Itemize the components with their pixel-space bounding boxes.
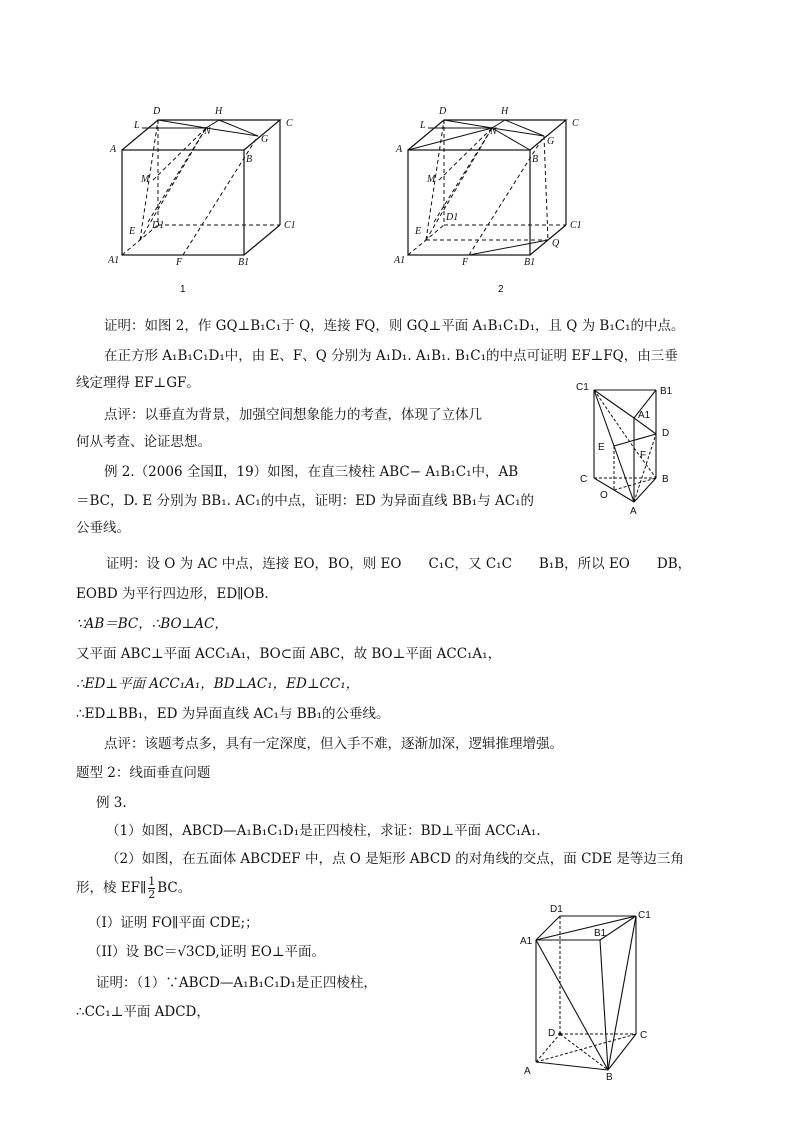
- label-F: F: [640, 450, 647, 461]
- label-C: C: [580, 474, 588, 485]
- fraction-numerator: 1: [148, 875, 156, 888]
- question-part-II: （II）设 BC＝√3CD,证明 EO⊥平面。: [88, 944, 326, 960]
- label-E: E: [598, 442, 605, 453]
- question-2: （2）如图，在五面体 ABCDEF 中，点 O 是矩形 ABCD 的对角线的交点，面 CDE 是等边三角: [106, 851, 684, 867]
- question-2-post: BC。: [157, 880, 192, 896]
- label-E: E: [129, 226, 136, 237]
- paragraph-example-2-end: 公垂线。: [76, 520, 130, 536]
- label-A: A: [396, 144, 403, 155]
- figure-cube-2: [394, 100, 594, 295]
- figure-prism-2: [518, 902, 668, 1082]
- label-A: A: [524, 1066, 531, 1077]
- label-C: C: [286, 118, 293, 129]
- label-B: B: [246, 154, 253, 165]
- label-F: F: [176, 257, 183, 268]
- paragraph-proof-ex2-cont: EOBD 为平行四边形，ED∥OB.: [76, 586, 269, 602]
- label-D: D: [548, 1028, 556, 1039]
- question-1: （1）如图，ABCD—A₁B₁C₁D₁是正四棱柱，求证：BD⊥平面 ACC₁A₁.: [106, 823, 541, 839]
- label-O: O: [600, 490, 608, 501]
- proof-ex3-line2: ∴CC₁⊥平面 ADCD，: [76, 1004, 210, 1020]
- paragraph-comment-2: 点评：该题考点多，具有一定深度，但入手不难，逐渐加深，逻辑推理增强。: [104, 736, 563, 752]
- label-A1: A1: [520, 936, 533, 947]
- label-H: H: [501, 106, 509, 117]
- paragraph-proof-1: 证明：如图 2，作 GQ⊥B₁C₁于 Q，连接 FQ，则 GQ⊥平面 A₁B₁C₁D₁，且 Q 为 B₁C₁的中点。: [104, 318, 685, 334]
- label-L: L: [420, 120, 426, 131]
- label-A1: A1: [394, 255, 406, 266]
- label-B: B: [662, 474, 669, 485]
- step-ed-perp: ∴ED⊥平面 ACC₁A₁，BD⊥AC₁，ED⊥CC₁，: [76, 676, 360, 692]
- question-part-I: （I）证明 FO∥平面 CDE;；: [88, 915, 259, 931]
- label-D1: D1: [446, 212, 459, 223]
- label-A: A: [110, 144, 117, 155]
- label-E: E: [415, 226, 422, 237]
- question-2-cont: [76, 873, 191, 903]
- label-C1: C1: [284, 220, 296, 231]
- paragraph-comment-1: 点评：以垂直为背景，加强空间想象能力的考查，体现了立体几: [104, 407, 482, 423]
- label-L: L: [134, 120, 140, 131]
- label-B1: B1: [524, 257, 536, 268]
- label-D1: D1: [550, 904, 563, 915]
- paragraph-comment-1-cont: 何从考查、论证思想。: [76, 434, 211, 450]
- label-A1: A1: [638, 410, 651, 421]
- label-C1: C1: [638, 910, 651, 921]
- figure-caption-2: 2: [498, 284, 504, 295]
- label-C: C: [640, 1030, 648, 1041]
- step-ab-bc: ∵AB＝BC，∴BO⊥AC，: [76, 616, 228, 632]
- label-M: M: [141, 174, 150, 185]
- label-C1: C1: [576, 382, 589, 393]
- label-M: M: [427, 174, 436, 185]
- label-D: D: [439, 106, 447, 117]
- label-N: N: [490, 126, 497, 137]
- paragraph-proof-2: 在正方形 A₁B₁C₁D₁中，由 E、F、Q 分别为 A₁D₁. A₁B₁. B₁C₁的中点可证明 EF⊥FQ，由三垂: [104, 348, 678, 364]
- label-G: G: [547, 136, 555, 147]
- label-B1: B1: [238, 257, 250, 268]
- label-B: B: [606, 1072, 613, 1082]
- step-plane: 又平面 ABC⊥平面 ACC₁A₁，BO⊂面 ABC，故 BO⊥平面 ACC₁A₁，: [76, 646, 502, 662]
- paragraph-proof-ex2: 证明：设 O 为 AC 中点，连接 EO，BO，则 EO C₁C，又 C₁C B₁B，所以 EO DB，: [106, 556, 692, 572]
- label-D1: D1: [152, 220, 165, 231]
- label-B1: B1: [660, 386, 673, 397]
- paragraph-example-2: 例 2.（2006 全国Ⅱ，19）如图，在直三棱柱 ABC− A₁B₁C₁中，AB: [104, 464, 519, 480]
- paragraph-example-2-cont: ＝BC，D. E 分别为 BB₁. AC₁的中点，证明：ED 为异面直线 BB₁与 AC₁的: [76, 493, 534, 509]
- label-C1: C1: [570, 220, 582, 231]
- label-D: D: [153, 106, 161, 117]
- label-A1: A1: [108, 255, 120, 266]
- label-N: N: [204, 126, 211, 137]
- label-C: C: [572, 118, 579, 129]
- figure-prism-1: [572, 378, 692, 518]
- label-A: A: [630, 506, 637, 517]
- label-H: H: [215, 106, 223, 117]
- example-3-label: 例 3.: [96, 795, 127, 811]
- label-Q: Q: [552, 238, 560, 249]
- figure-caption-1: 1: [180, 284, 186, 295]
- proof-ex3-line1: 证明：（1）∵ABCD—A₁B₁C₁D₁是正四棱柱，: [96, 975, 377, 991]
- label-B: B: [532, 154, 539, 165]
- label-F: F: [462, 257, 469, 268]
- fraction-one-half: [148, 876, 155, 901]
- label-D: D: [662, 428, 670, 439]
- label-B1: B1: [594, 928, 607, 939]
- fraction-denominator: 2: [148, 888, 156, 901]
- section-heading: 题型 2：线面垂直问题: [76, 765, 211, 781]
- paragraph-proof-2-cont: 线定理得 EF⊥GF。: [76, 375, 200, 391]
- figure-cube-1: [108, 100, 308, 295]
- label-G: G: [261, 134, 269, 145]
- step-conclusion: ∴ED⊥BB₁，ED 为异面直线 AC₁与 BB₁的公垂线。: [76, 706, 390, 722]
- question-2-pre: 形，棱 EF∥: [76, 880, 147, 896]
